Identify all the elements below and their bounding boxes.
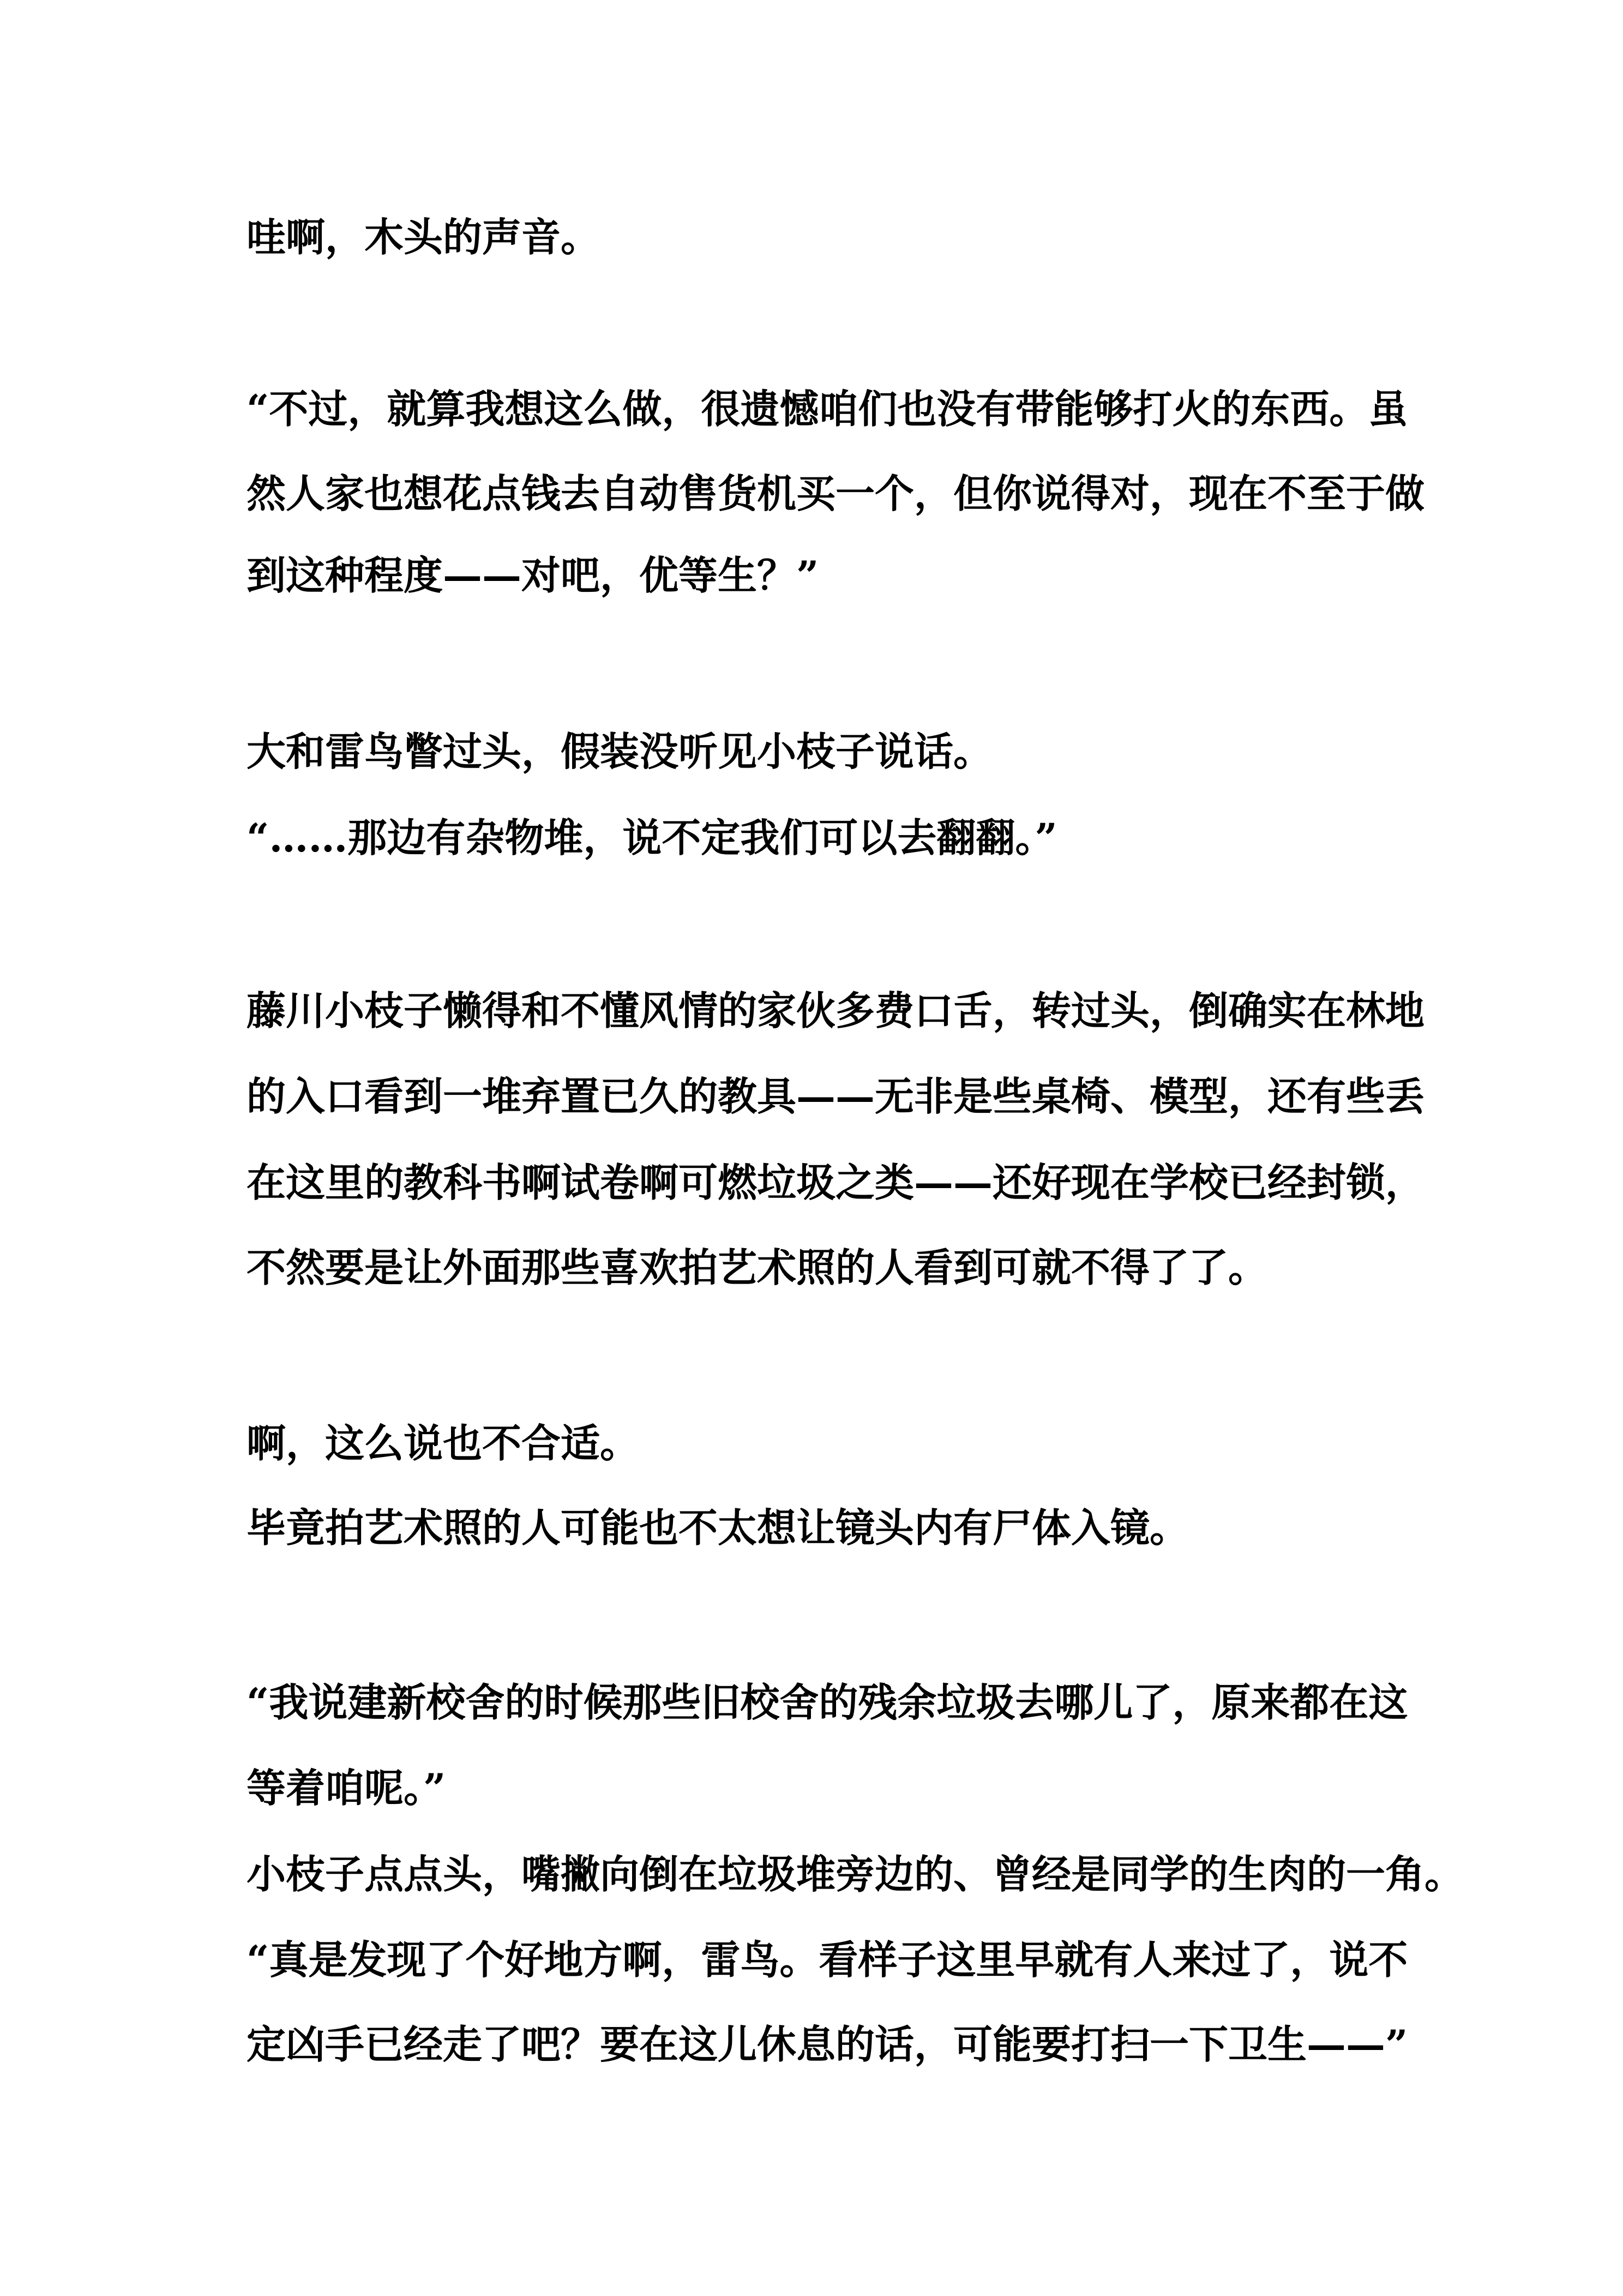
text-line: 到这种程度——对吧，优等生？”: [247, 552, 819, 598]
text-line: 不然要是让外面那些喜欢拍艺术照的人看到可就不得了了。: [247, 1244, 1268, 1291]
text-line: 毕竟拍艺术照的人可能也不太想让镜头内有尸体入镜。: [247, 1504, 1189, 1551]
text-line: “不过，就算我想这么做，很遗憾咱们也没有带能够打火的东西。虽: [247, 386, 1408, 432]
text-line: 哇啊，木头的声音。: [247, 214, 600, 260]
text-line: 小枝子点点头，嘴撇向倒在垃圾堆旁边的、曾经是同学的生肉的一角。: [247, 1851, 1464, 1897]
text-line: 定凶手已经走了吧？要在这儿休息的话，可能要打扫一下卫生——”: [247, 2021, 1408, 2067]
text-line: 在这里的教科书啊试卷啊可燃垃圾之类——还好现在学校已经封锁，: [247, 1159, 1425, 1206]
text-line: 的入口看到一堆弃置已久的教具——无非是些桌椅、模型，还有些丢: [247, 1073, 1425, 1119]
text-line: 等着咱呢。”: [247, 1765, 446, 1811]
text-line: “……那边有杂物堆，说不定我们可以去翻翻。”: [247, 814, 1057, 861]
text-line: 啊，这么说也不合适。: [247, 1420, 640, 1466]
text-line: 大和雷鸟瞥过头，假装没听见小枝子说话。: [247, 728, 993, 775]
text-line: “真是发现了个好地方啊，雷鸟。看样子这里早就有人来过了，说不: [247, 1937, 1408, 1983]
text-line: 然人家也想花点钱去自动售货机买一个，但你说得对，现在不至于做: [247, 470, 1425, 517]
text-line: “我说建新校舍的时候那些旧校舍的残余垃圾去哪儿了，原来都在这: [247, 1679, 1408, 1725]
text-line: 藤川小枝子懒得和不懂风情的家伙多费口舌，转过头，倒确实在林地: [247, 987, 1425, 1034]
